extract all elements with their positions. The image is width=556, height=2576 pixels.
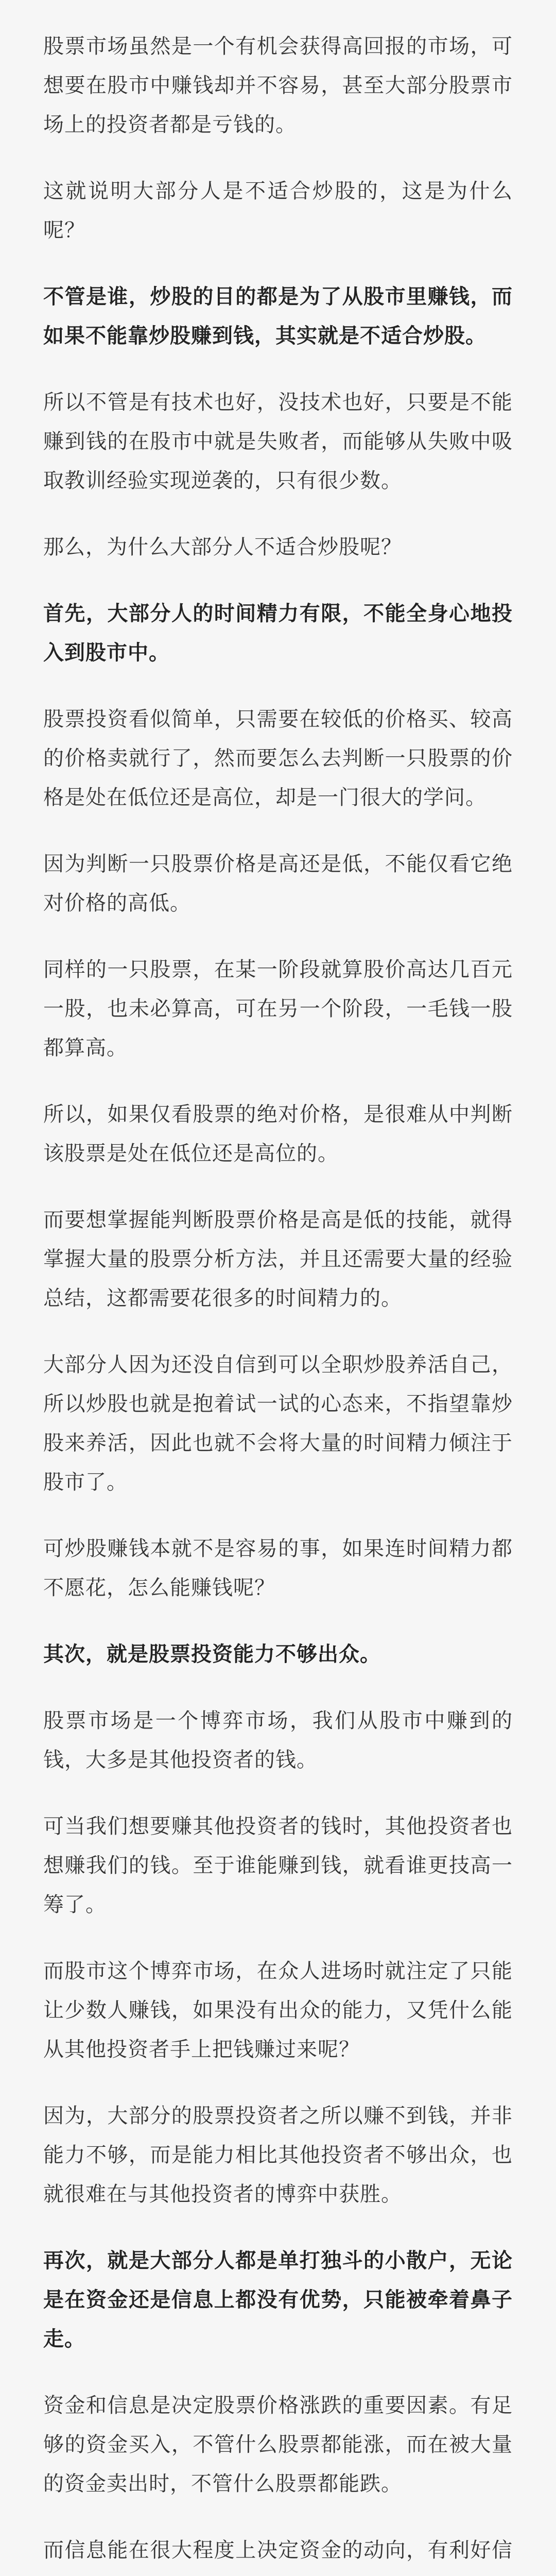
- article-paragraph: 不管是谁，炒股的目的都是为了从股市里赚钱，而如果不能靠炒股赚到钱，其实就是不适合炒股。: [43, 285, 513, 348]
- article-paragraph: 大部分人因为还没自信到可以全职炒股养活自己，所以炒股也就是抱着试一试的心态来，不指望靠炒股来养活，因此也就不会将大量的时间精力倾注于股市了。: [43, 1353, 513, 1494]
- article-paragraph: 而要想掌握能判断股票价格是高是低的技能，就得掌握大量的股票分析方法，并且还需要大量的经验总结，这都需要花很多的时间精力的。: [43, 1208, 513, 1310]
- article-paragraph: 所以，如果仅看股票的绝对价格，是很难从中判断该股票是处在低位还是高位的。: [43, 1103, 513, 1165]
- article-paragraph: 这就说明大部分人是不适合炒股的，这是为什么呢？: [43, 179, 513, 242]
- article-paragraph: 可当我们想要赚其他投资者的钱时，其他投资者也想赚我们的钱。至于谁能赚到钱，就看谁更技高一筹了。: [43, 1815, 513, 1917]
- article-paragraph: 可炒股赚钱本就不是容易的事，如果连时间精力都不愿花，怎么能赚钱呢？: [43, 1537, 513, 1600]
- article-paragraph: 因为，大部分的股票投资者之所以赚不到钱，并非能力不够，而是能力相比其他投资者不够出众，也就很难在与其他投资者的博弈中获胜。: [43, 2104, 513, 2206]
- article-paragraph: 其次，就是股票投资能力不够出众。: [43, 1642, 381, 1666]
- article-paragraph: 而股市这个博弈市场，在众人进场时就注定了只能让少数人赚钱，如果没有出众的能力，又凭什么能从其他投资者手上把钱赚过来呢？: [43, 1959, 513, 2061]
- article-paragraph: 所以不管是有技术也好，没技术也好，只要是不能赚到钱的在股市中就是失败者，而能够从失败中吸取教训经验实现逆袭的，只有很少数。: [43, 391, 513, 493]
- article-paragraph: 因为判断一只股票价格是高还是低，不能仅看它绝对价格的高低。: [43, 852, 513, 915]
- article-paragraph: 首先，大部分人的时间精力有限，不能全身心地投入到股市中。: [43, 602, 513, 665]
- article-paragraph: 资金和信息是决定股票价格涨跌的重要因素。有足够的资金买入，不管什么股票都能涨，而在被大量的资金卖出时，不管什么股票都能跌。: [43, 2394, 513, 2496]
- article-paragraph: 那么，为什么大部分人不适合炒股呢？: [43, 535, 402, 559]
- article-paragraph: 同样的一只股票，在某一阶段就算股价高达几百元一股，也未必算高，可在另一个阶段，一毛钱一股都算高。: [43, 958, 513, 1060]
- article-paragraph: 股票市场是一个博弈市场，我们从股市中赚到的钱，大多是其他投资者的钱。: [43, 1709, 513, 1772]
- article-paragraph: 股票市场虽然是一个有机会获得高回报的市场，可想要在股市中赚钱却并不容易，甚至大部分股票市场上的投资者都是亏钱的。: [43, 35, 513, 137]
- article-paragraph: 而信息能在很大程度上决定资金的动向，有利好信: [43, 2538, 513, 2562]
- article-paragraph: 股票投资看似简单，只需要在较低的价格买、较高的价格卖就行了，然而要怎么去判断一只股票的价格是处在低位还是高位，却是一门很大的学问。: [43, 707, 513, 809]
- article-paragraph: 再次，就是大部分人都是单打独斗的小散户，无论是在资金还是信息上都没有优势，只能被牵着鼻子走。: [43, 2249, 513, 2351]
